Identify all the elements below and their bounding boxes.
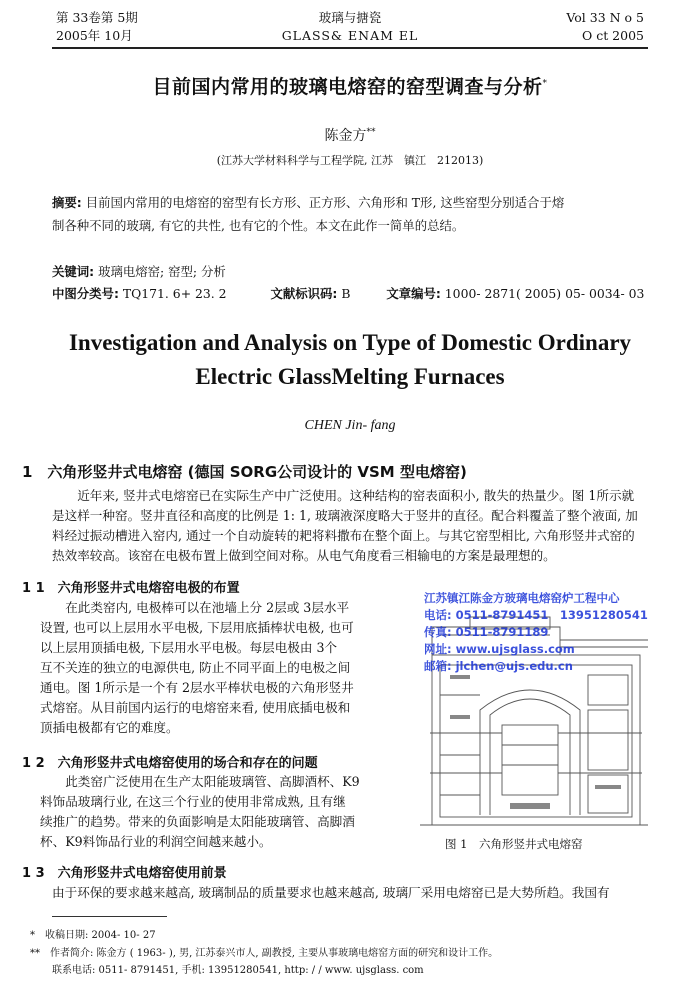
keywords xyxy=(52,262,226,282)
s12-line-4: 杯、K9料饰品行业的利润空间越来越小。 xyxy=(40,834,272,849)
s1-line-1: 近年来, 竖井式电熔窑已在实际生产中广泛使用。这种结构的窑表面积小, 散失的热量少。图 1所示就 xyxy=(77,488,635,503)
watermark-line-2: 电话: 0511-8791451 13951280541 xyxy=(424,608,648,622)
title-footnote-mark: * xyxy=(542,78,548,89)
watermark-line-5: 邮箱: jlchen@ujs.edu.cn xyxy=(424,659,573,673)
s1-line-4: 热效率较高。该窑在电极布置上做到空间对称。从电气角度看三相输电的方案是最理想的。 xyxy=(52,548,556,563)
s11-line-1: 在此类窑内, 电极棒可以在池墙上分 2层或 3层水平 xyxy=(65,600,350,615)
figure-1-caption: 图 1 六角形竖井式电熔窑 xyxy=(445,837,583,851)
section-1-2-paragraph xyxy=(40,772,392,852)
doc-code-text: B xyxy=(337,286,351,301)
section-1-heading: 1 六角形竖井式电熔窑 (德国 SORG公司设计的 VSM 型电熔窑) xyxy=(22,463,467,481)
abstract-line-2: 制各种不同的玻璃, 有它的共性, 也有它的个性。本文在此作一简单的总结。 xyxy=(52,218,465,233)
abstract-line-1: 目前国内常用的电熔窑的窑型有长方形、正方形、六角形和 T形, 这些窑型分别适合于熔 xyxy=(81,195,565,210)
section-1-paragraph xyxy=(52,486,662,566)
s12-line-3: 续推广的趋势。带来的负面影响是太阳能玻璃管、高脚酒 xyxy=(40,814,355,829)
footnote-contact: 联系电话: 0511- 8791451, 手机: 13951280541, http: / / www. ujsglass. com xyxy=(52,965,424,976)
class-no-text: TQ171. 6+ 23. 2 xyxy=(118,286,227,301)
footnote-author-bio: ** 作者简介: 陈金方 ( 1963- ), 男, 江苏泰兴市人, 副教授, 主要从事玻璃电熔窑方面的研究和设计工作。 xyxy=(30,948,499,959)
s11-line-3: 以上层用顶插电极, 下层用水平电极。每层电极由 3个 xyxy=(40,640,338,655)
s12-line-2: 料饰品玻璃行业, 在这三个行业的使用非常成熟, 且有继 xyxy=(40,794,346,809)
section-1-2-heading: 1 2 六角形竖井式电熔窑使用的场合和存在的问题 xyxy=(22,756,318,771)
s11-line-6: 式熔窑。从目前国内运行的电熔窑来看, 使用底插电极和 xyxy=(40,700,351,715)
s12-line-1: 此类窑广泛使用在生产太阳能玻璃管、高脚酒杯、K9 xyxy=(65,774,360,789)
section-1-1-paragraph xyxy=(40,598,392,738)
classification-row xyxy=(52,284,644,304)
s11-line-7: 顶插电极都有它的难度。 xyxy=(40,720,179,735)
title-text: 目前国内常用的玻璃电熔窑的窑型调查与分析 xyxy=(152,76,543,98)
watermark-line-4: 网址: www.ujsglass.com xyxy=(424,642,575,656)
header-volume-en: Vol 33 N o 5 xyxy=(566,10,644,25)
header-rule xyxy=(52,47,648,49)
article-no-text: 1000- 2871( 2005) 05- 0034- 03 xyxy=(440,286,645,301)
header-date-cn: 2005年 10月 xyxy=(56,28,133,43)
header-volume-cn: 第 33卷第 5期 xyxy=(56,10,138,25)
author-cn xyxy=(0,125,700,145)
author-name: 陈金方 xyxy=(324,128,367,144)
section-1-3-line: 由于环保的要求越来越高, 玻璃制品的质量要求也越来越高, 玻璃厂采用电熔窑已是大势所趋。我国有 xyxy=(52,885,610,900)
footnote-rule xyxy=(52,916,167,917)
watermark-line-1: 江苏镇江陈金方玻璃电熔窑炉工程中心 xyxy=(424,591,620,605)
s1-line-3: 料经过振动槽进入窑内, 通过一个自动旋转的耙将料撒布在整个面上。与其它窑型相比, 六角形竖井式窑的 xyxy=(52,528,635,543)
section-1-1-heading: 1 1 六角形竖井式电熔窑电极的布置 xyxy=(22,581,240,596)
class-no-label: 中图分类号: xyxy=(52,286,119,301)
author-footnote-mark: ** xyxy=(366,127,376,138)
abstract xyxy=(52,193,652,236)
keywords-text: 玻璃电熔窑; 窑型; 分析 xyxy=(94,264,226,279)
english-title-line-1: Investigation and Analysis on Type of Domestic Ordinary xyxy=(68,330,632,355)
doc-code-label: 文献标识码: xyxy=(270,286,338,301)
author-en: CHEN Jin- fang xyxy=(304,418,396,433)
header-journal-cn: 玻璃与搪瓷 xyxy=(318,10,382,25)
footnote-received-date: * 收稿日期: 2004- 10- 27 xyxy=(30,930,156,941)
s11-line-5: 通电。图 1所示是一个有 2层水平棒状电极的六角形竖井 xyxy=(40,680,354,695)
english-title-line-2: Electric GlassMelting Furnaces xyxy=(195,364,505,389)
s1-line-2: 是这样一种窑。竖井直径和高度的比例是 1: 1, 玻璃液深度略大于竖井的直径。配合料覆盖了整个液面, 加 xyxy=(52,508,638,523)
article-no-label: 文章编号: xyxy=(386,286,441,301)
s11-line-2: 设置, 也可以上层用水平电极, 下层用底插棒状电极, 也可 xyxy=(40,620,354,635)
watermark-line-3: 传真: 0511-8791189 xyxy=(424,625,549,639)
s11-line-4: 互不关连的独立的电源供电, 防止不同平面上的电极之间 xyxy=(40,660,351,675)
section-1-3-heading: 1 3 六角形竖井式电熔窑使用前景 xyxy=(22,866,227,881)
abstract-label: 摘要: xyxy=(52,195,82,210)
affiliation: (江苏大学材料科学与工程学院, 江苏 镇江 212013) xyxy=(216,154,484,167)
header-date-en: O ct 2005 xyxy=(581,28,644,43)
page-title xyxy=(0,72,700,99)
header-journal-en: GLASS& ENAM EL xyxy=(281,28,419,43)
keywords-label: 关键词: xyxy=(52,264,95,279)
